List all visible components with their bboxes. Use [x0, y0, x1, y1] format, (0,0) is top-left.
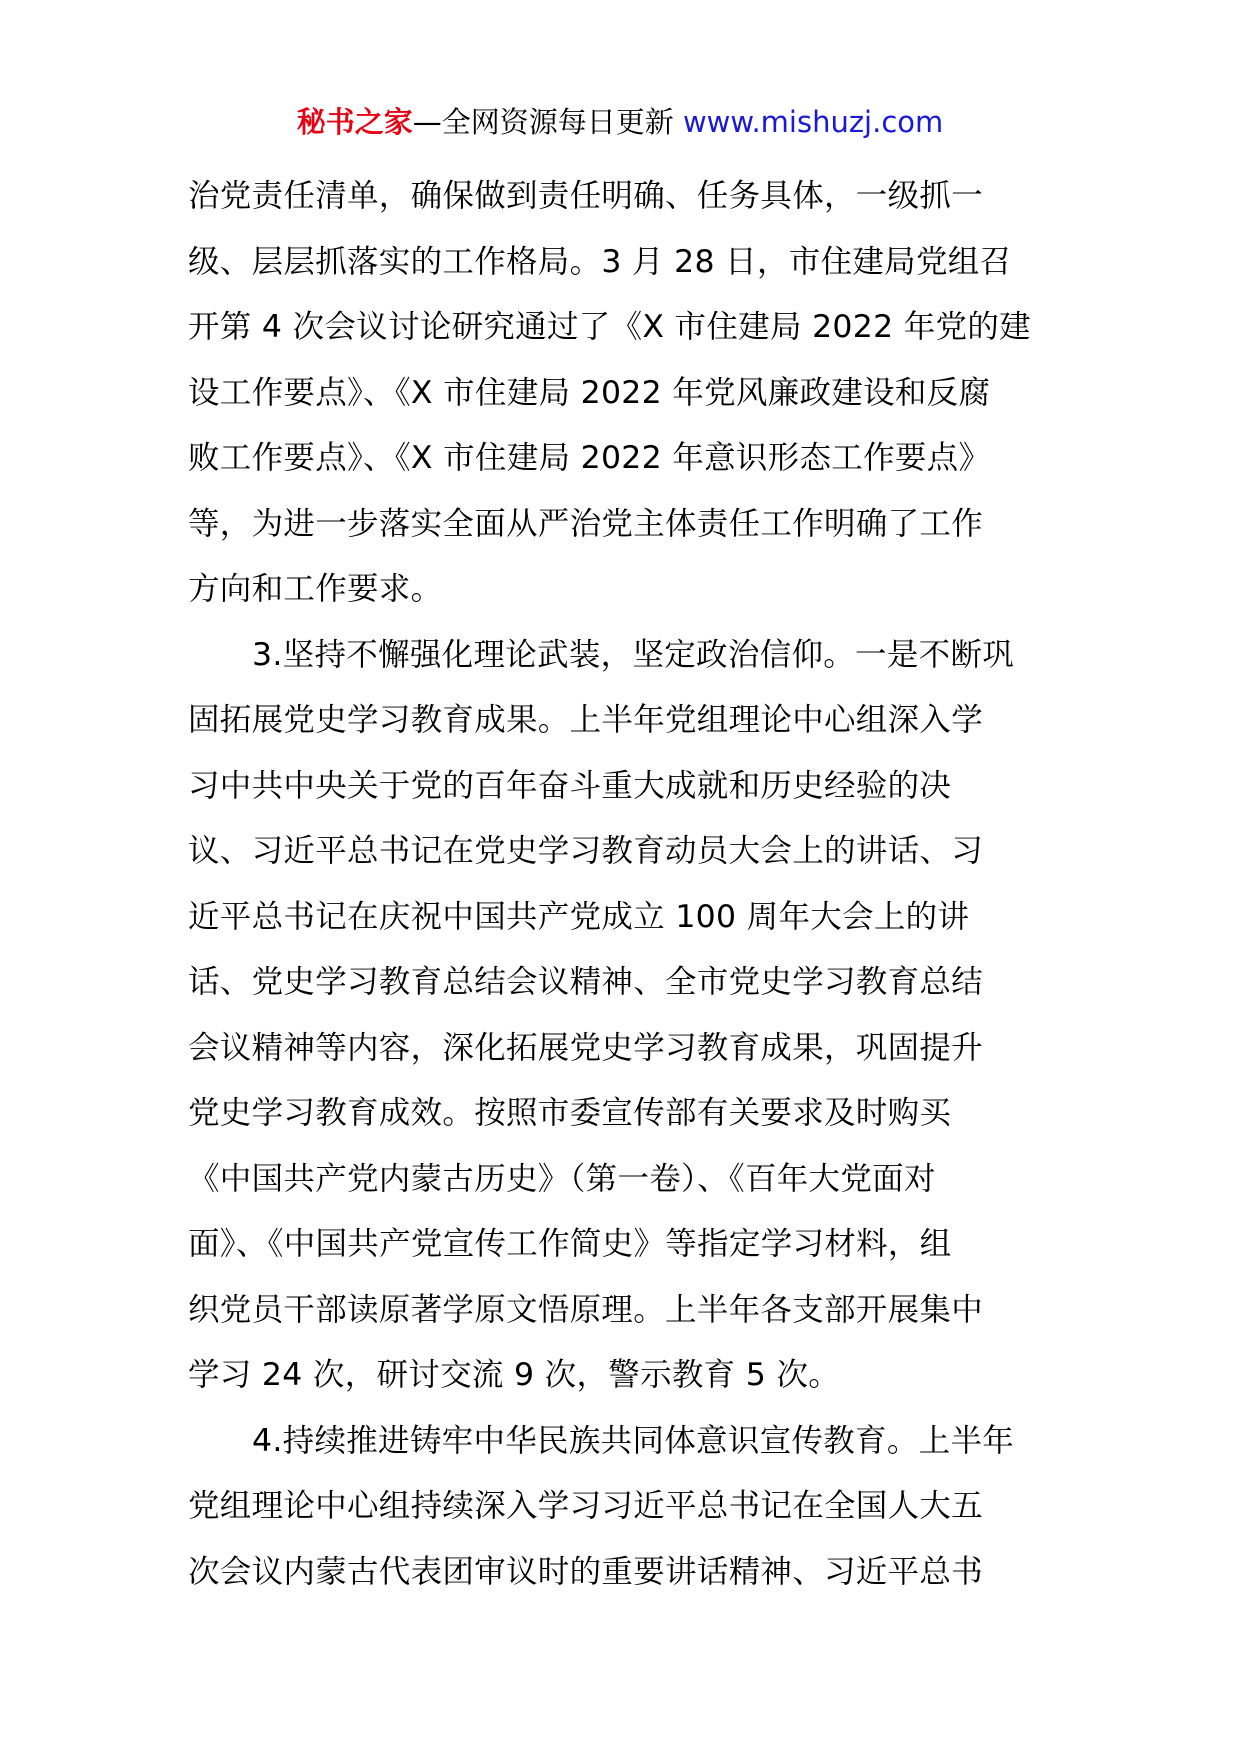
- text-line: 织党员干部读原著学原文悟原理。上半年各支部开展集中: [188, 1291, 984, 1328]
- text-line: 次会议内蒙古代表团审议时的重要讲话精神、习近平总书: [188, 1553, 984, 1590]
- text-line: 《中国共产党内蒙古历史》（第一卷）、《百年大党面对: [188, 1160, 936, 1197]
- text-line: 党史学习教育成效。按照市委宣传部有关要求及时购买: [188, 1095, 952, 1131]
- text-line: 议、习近平总书记在党史学习教育动员大会上的讲话、习: [188, 833, 984, 869]
- text-line: 开第 4 次会议讨论研究通过了《X 市住建局 2022 年党的建: [188, 309, 1031, 345]
- paragraph-heading-3: 3.坚持不懈强化理论武装，坚定政治信仰。一是不断巩: [252, 636, 1015, 673]
- text-line: 会议精神等内容，深化拓展党史学习教育成果，巩固提升: [188, 1029, 984, 1066]
- website-link[interactable]: www.mishuzj.com: [682, 105, 944, 139]
- text-line: 近平总书记在庆祝中国共产党成立 100 周年大会上的讲: [188, 898, 970, 935]
- document-body: [188, 164, 1058, 1605]
- text-line: 方向和工作要求。: [188, 571, 443, 607]
- text-line: 党组理论中心组持续深入学习习近平总书记在全国人大五: [188, 1488, 984, 1524]
- text-line: 治党责任清单，确保做到责任明确、任务具体，一级抓一: [188, 178, 984, 214]
- text-line: 固拓展党史学习教育成果。上半年党组理论中心组深入学: [188, 702, 984, 738]
- text-line: 学习 24 次，研讨交流 9 次，警示教育 5 次。: [188, 1357, 841, 1393]
- paragraph-heading-4: 4.持续推进铸牢中华民族共同体意识宣传教育。上半年: [252, 1422, 1015, 1459]
- text-line: 级、层层抓落实的工作格局。3 月 28 日，市住建局党组召: [188, 243, 1012, 280]
- page-header: [0, 100, 1240, 144]
- text-line: 等，为进一步落实全面从严治党主体责任工作明确了工作: [188, 505, 984, 542]
- text-line: 败工作要点》、《X 市住建局 2022 年意识形态工作要点》: [188, 440, 991, 476]
- text-line: 面》、《中国共产党宣传工作简史》等指定学习材料，组: [188, 1226, 952, 1262]
- text-line: 设工作要点》、《X 市住建局 2022 年党风廉政建设和反腐: [188, 374, 991, 411]
- text-line: 话、党史学习教育总结会议精神、全市党史学习教育总结: [188, 964, 984, 1000]
- text-line: 习中共中央关于党的百年奋斗重大成就和历史经验的决: [188, 767, 952, 804]
- brand-name: 秘书之家: [296, 105, 413, 139]
- header-slogan: —全网资源每日更新: [412, 105, 683, 139]
